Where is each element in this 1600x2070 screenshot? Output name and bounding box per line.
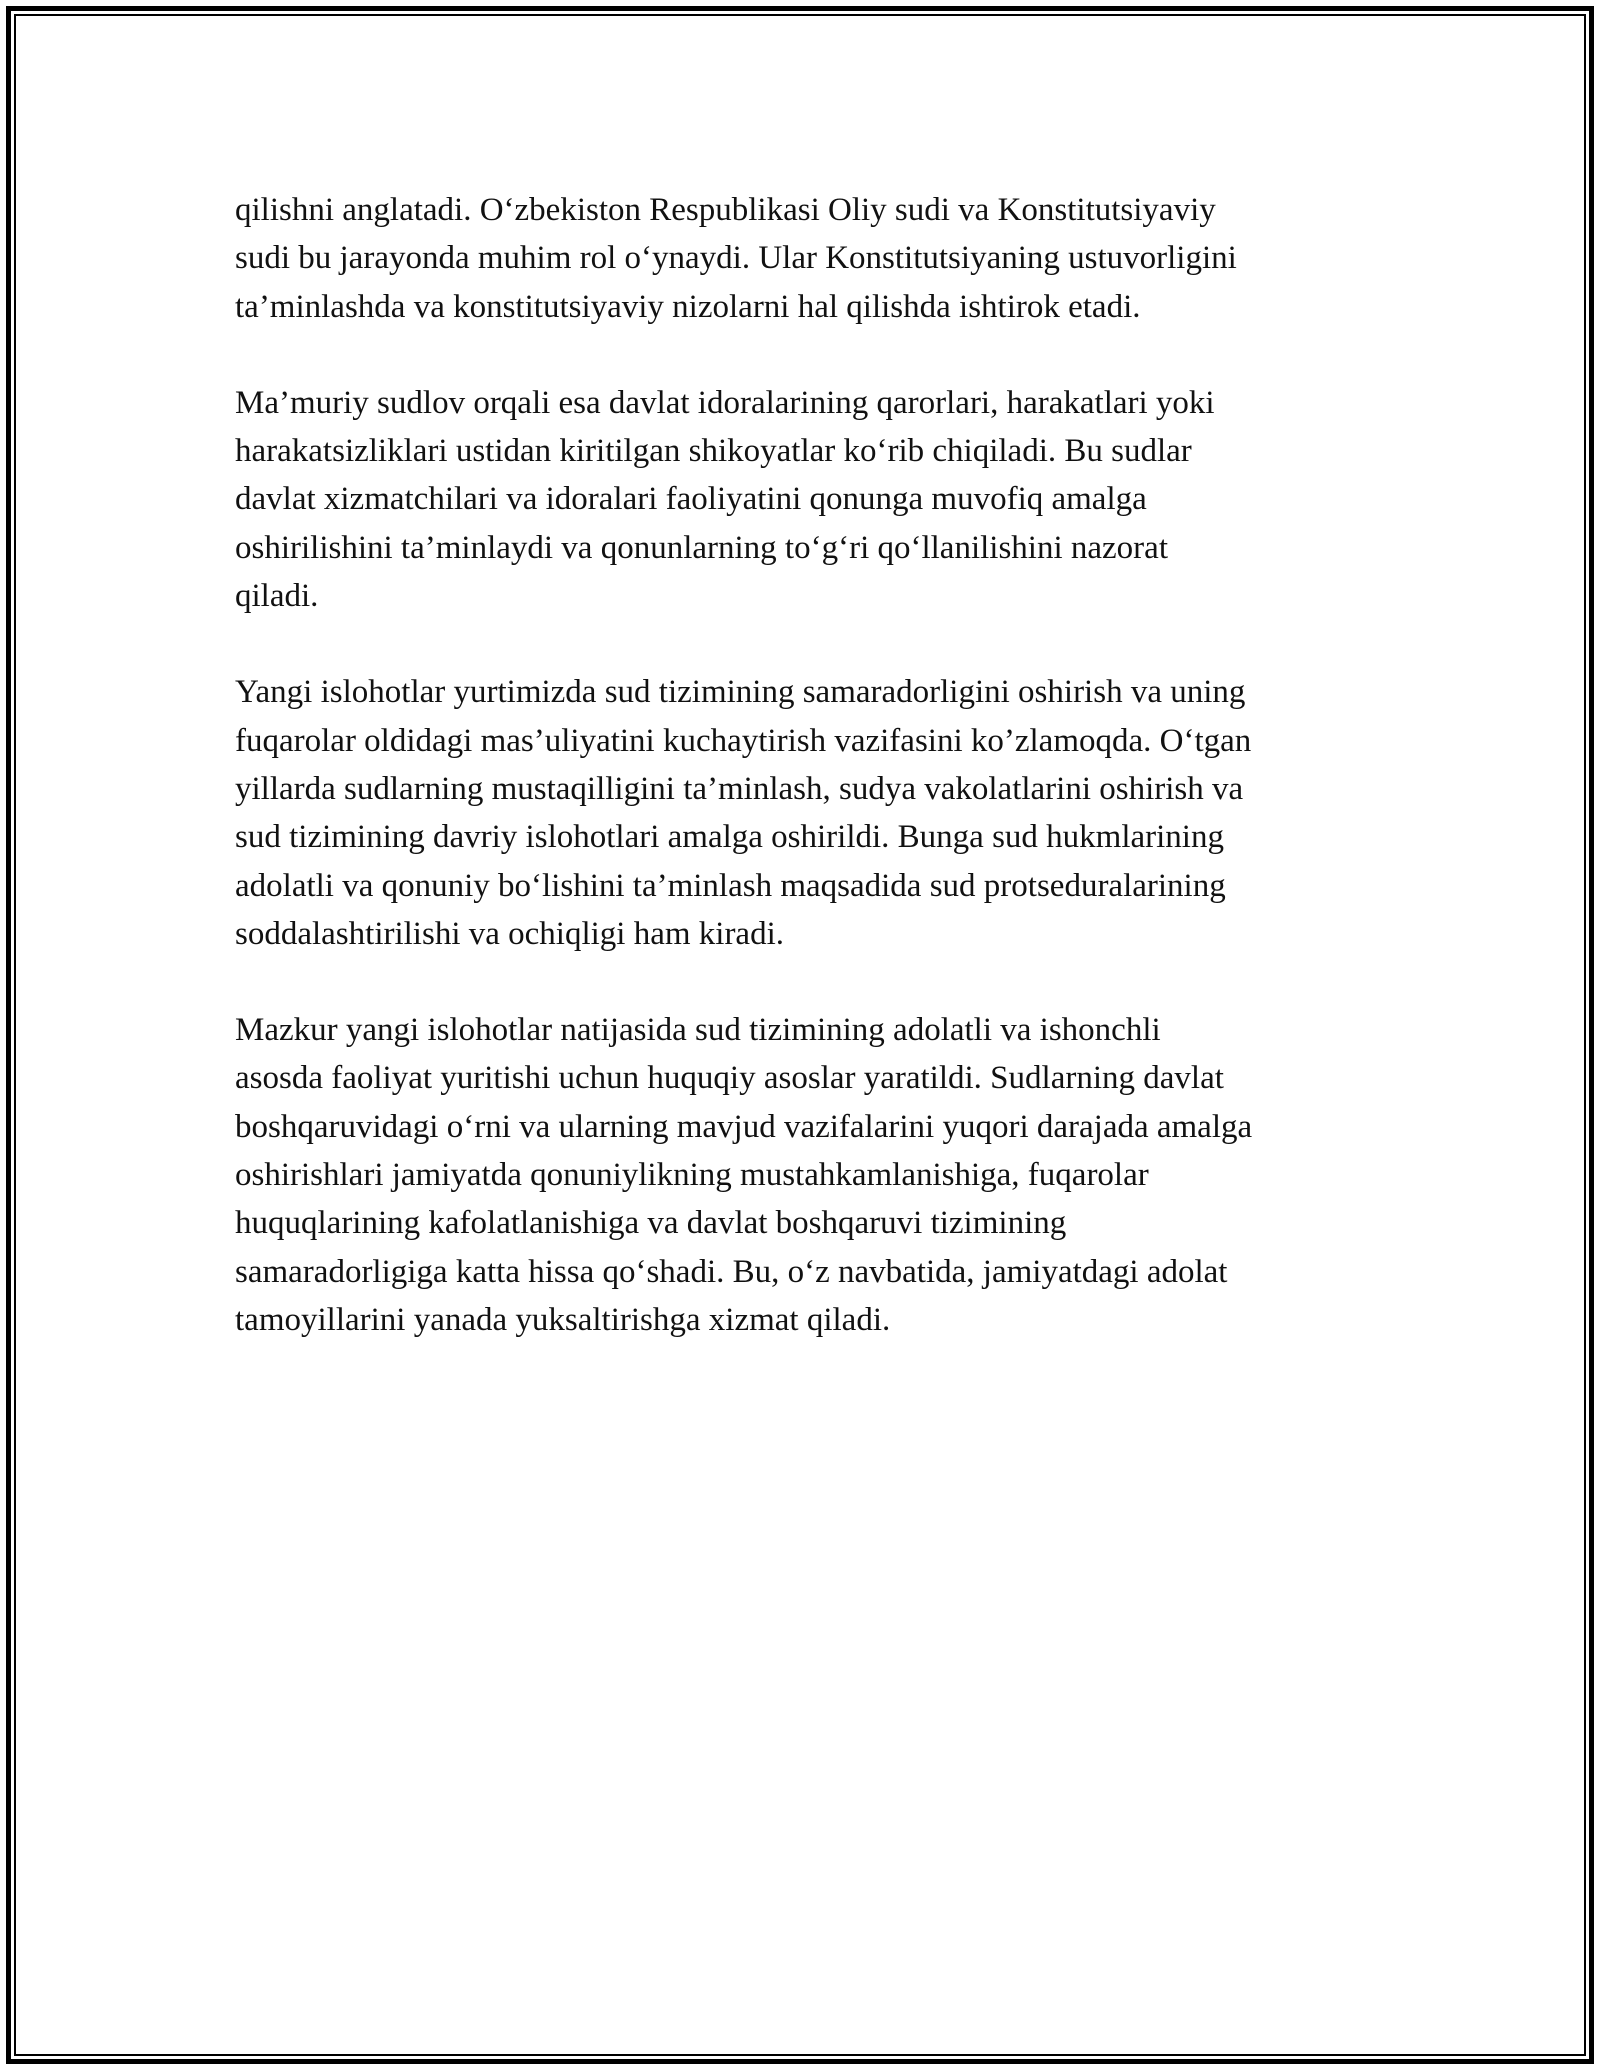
text-line: oshirilishini ta’minlaydi va qonunlarning to‘g‘ri qo‘llanilishini nazorat	[235, 529, 1168, 566]
text-line: sud tizimining davriy islohotlari amalga oshirildi. Bunga sud hukmlarining	[235, 819, 1224, 856]
text-line: davlat xizmatchilari va idoralari faoliyatini qonunga muvofiq amalga	[235, 481, 1147, 518]
text-line: tamoyillarini yanada yuksaltirishga xizmat qiladi.	[235, 1301, 891, 1338]
text-line: sudi bu jarayonda muhim rol o‘ynaydi. Ular Konstitutsiyaning ustuvorligini	[235, 240, 1237, 277]
text-line: qiladi.	[235, 578, 319, 615]
text-line: harakatsizliklari ustidan kiritilgan shikoyatlar ko‘rib chiqiladi. Bu sudlar	[235, 433, 1192, 470]
text-line: oshirishlari jamiyatda qonuniylikning mustahkamlanishiga, fuqarolar	[235, 1157, 1149, 1194]
text-line: samaradorligiga katta hissa qo‘shadi. Bu, o‘z navbatida, jamiyatdagi adolat	[235, 1253, 1228, 1290]
paragraph-2	[235, 379, 1380, 620]
text-line: Mazkur yangi islohotlar natijasida sud tizimining adolatli va ishonchli	[235, 1012, 1161, 1049]
text-line: boshqaruvidagi o‘rni va ularning mavjud vazifalarini yuqori darajada amalga	[235, 1108, 1253, 1145]
text-line: huquqlarining kafolatlanishiga va davlat boshqaruvi tizimining	[235, 1205, 1067, 1242]
text-line: Ma’muriy sudlov orqali esa davlat idoralarining qarorlari, harakatlari yoki	[235, 384, 1215, 421]
text-line: qilishni anglatadi. O‘zbekiston Respublikasi Oliy sudi va Konstitutsiyaviy	[235, 192, 1216, 228]
text-line: fuqarolar oldidagi mas’uliyatini kuchaytirish vazifasini ko’zlamoqda. O‘tgan	[235, 722, 1252, 759]
text-line: ta’minlashda va konstitutsiyaviy nizolarni hal qilishda ishtirok etadi.	[235, 288, 1141, 325]
paragraph-4	[235, 1006, 1380, 1344]
text-line: adolatli va qonuniy bo‘lishini ta’minlash maqsadida sud protseduralarining	[235, 867, 1226, 904]
paragraph-1	[235, 186, 1380, 331]
paragraph-3	[235, 668, 1380, 958]
text-line: yillarda sudlarning mustaqilligini ta’minlash, sudya vakolatlarini oshirish va	[235, 770, 1244, 807]
text-line: Yangi islohotlar yurtimizda sud tizimining samaradorligini oshirish va uning	[235, 674, 1246, 711]
text-line: soddalashtirilishi va ochiqligi ham kiradi.	[235, 915, 784, 952]
document-body	[235, 186, 1380, 1392]
text-line: asosda faoliyat yuritishi uchun huquqiy asoslar yaratildi. Sudlarning davlat	[235, 1060, 1224, 1097]
